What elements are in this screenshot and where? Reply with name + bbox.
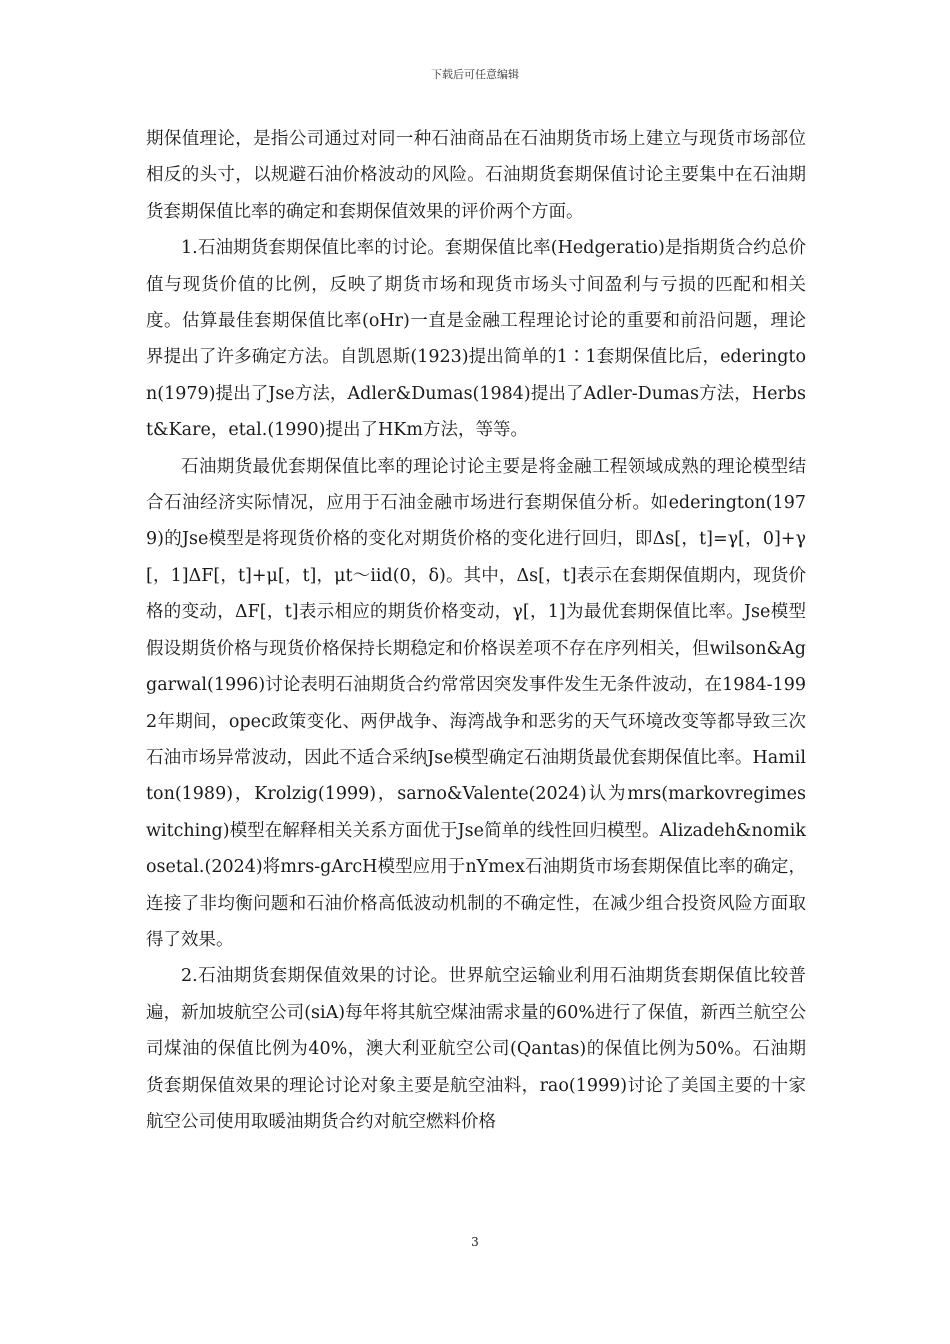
- paragraph-continuation: 期保值理论，是指公司通过对同一种石油商品在石油期货市场上建立与现货市场部位相反的头寸，以规避石油价格波动的风险。石油期货套期保值讨论主要集中在石油期货套期保值比率的确定和套期保值效果的评价两个方面。: [146, 129, 806, 222]
- paragraph-hedge-ratio: 1.石油期货套期保值比率的讨论。套期保值比率(Hedgeratio)是指期货合约总价值与现货价值的比例，反映了期货市场和现货市场头寸间盈利与亏损的匹配和相关度。估算最佳套期保值比率(oHr)一直是金融工程理论讨论的重要和前沿问题，理论界提出了许多确定方法。自凯恩斯(1923)提出简单的1∶1套期保值比后，ederington(1979)提出了Jse方法，Adler&Dumas(1984)提出了Adler-Dumas方法，Herbst&Kare，etal.(1990)提出了HKm方法，等等。: [146, 238, 806, 441]
- paragraph-hedge-effect: 2.石油期货套期保值效果的讨论。世界航空运输业利用石油期货套期保值比较普遍，新加坡航空公司(siA)每年将其航空煤油需求量的60%进行了保值，新西兰航空公司煤油的保值比例为40%，澳大利亚航空公司(Qantas)的保值比例为50%。石油期货套期保值效果的理论讨论对象主要是航空油料，rao(1999)讨论了美国主要的十家航空公司使用取暖油期货合约对航空燃料价格: [146, 966, 806, 1132]
- paragraph-optimal-ratio: 石油期货最优套期保值比率的理论讨论主要是将金融工程领域成熟的理论模型结合石油经济实际情况，应用于石油金融市场进行套期保值分析。如ederington(1979)的Jse模型是将现货价格的变化对期货价格的变化进行回归，即Δs[，t]=γ[，0]+γ[，1]ΔF[，t]+μ[，t]，μt～iid(0，δ)。其中，Δs[，t]表示在套期保值期内，现货价格的变动，ΔF[，t]表示相应的期货价格变动，γ[，1]为最优套期保值比率。Jse模型假设期货价格与现货价格保持长期稳定和价格误差项不存在序列相关，但wilson&Aggarwal(1996)讨论表明石油期货合约常常因突发事件发生无条件波动，在1984-1992年期间，opec政策变化、两伊战争、海湾战争和恶劣的天气环境改变等都导致三次石油市场异常波动，因此不适合采纳Jse模型确定石油期货最优套期保值比率。Hamilton(1989)，Krolzig(1999)，sarno&Valente(2024)认为mrs(markovregimeswitching)模型在解释相关关系方面优于Jse简单的线性回归模型。Alizadeh&nomikosetal.(2024)将mrs-gArcH模型应用于nYmex石油期货市场套期保值比率的确定，连接了非均衡问题和石油价格高低波动机制的不确定性，在减少组合投资风险方面取得了效果。: [146, 456, 806, 950]
- body-text: [146, 121, 806, 1140]
- page-number: 3: [471, 1235, 479, 1249]
- page-header: 下载后可任意编辑: [431, 68, 519, 81]
